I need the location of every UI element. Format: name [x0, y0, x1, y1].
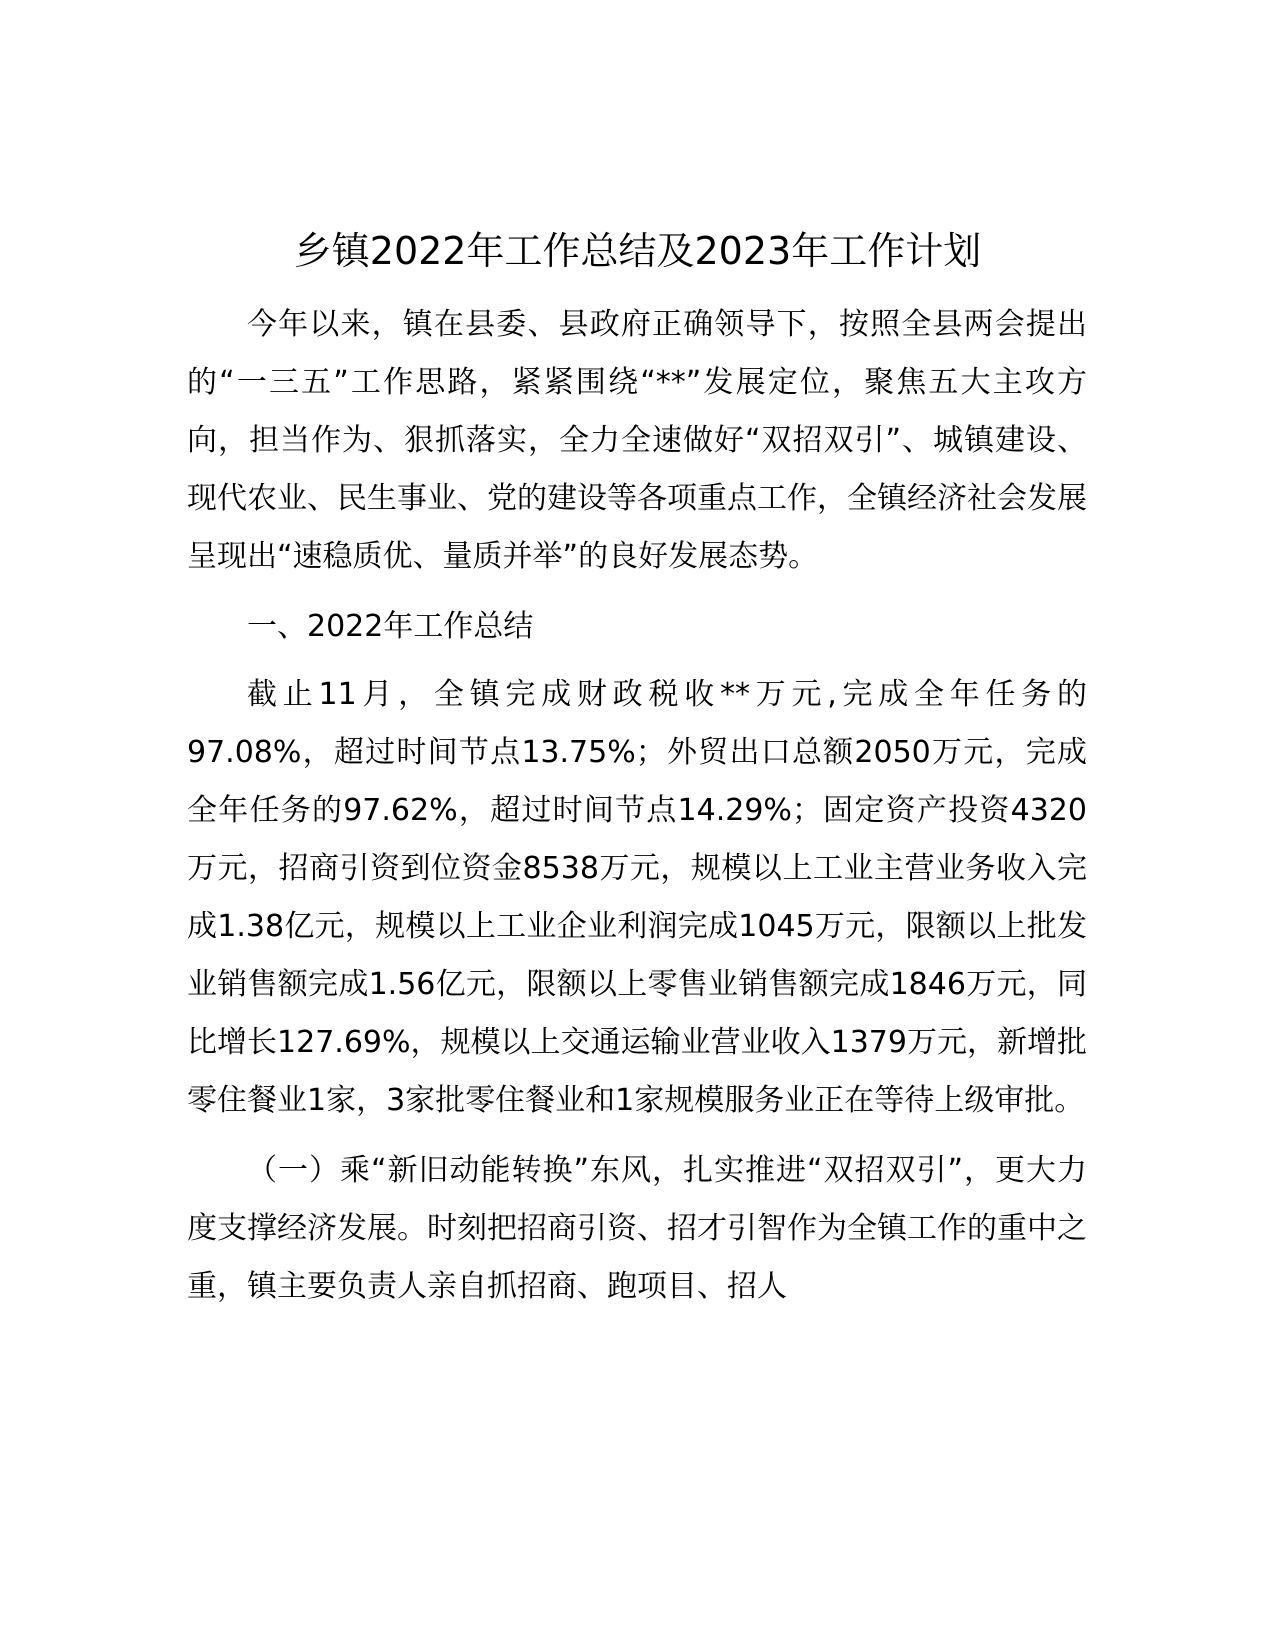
document-title: 乡镇2022年工作总结及2023年工作计划: [293, 229, 982, 273]
subsection-paragraph-1: （一）乘“新旧动能转换”东风，扎实推进“双招双引”，更大力度支撑经济发展。时刻把招商引资、招才引智作为全镇工作的重中之重，镇主要负责人亲自抓招商、跑项目、招人: [187, 1153, 1087, 1304]
document-body: [187, 296, 1087, 1328]
intro-paragraph: 今年以来，镇在县委、县政府正确领导下，按照全县两会提出的“一三五”工作思路，紧紧围绕“**”发展定位，聚焦五大主攻方向，担当作为、狠抓落实，全力全速做好“双招双引”、城镇建设、现代农业、民生事业、党的建设等各项重点工作，全镇经济社会发展呈现出“速稳质优、量质并举”的良好发展态势。: [187, 307, 1087, 574]
statistics-paragraph: 截止11月，全镇完成财政税收**万元,完成全年任务的97.08%，超过时间节点13.75%；外贸出口总额2050万元，完成全年任务的97.62%，超过时间节点14.29%；固定资产投资4320万元，招商引资到位资金8538万元，规模以上工业主营业务收入完成1.38亿元，规模以上工业企业利润完成1045万元，限额以上批发业销售额完成1.56亿元，限额以上零售业销售额完成1846万元，同比增长127.69%，规模以上交通运输业营业收入1379万元，新增批零住餐业1家，3家批零住餐业和1家规模服务业正在等待上级审批。: [187, 677, 1087, 1118]
section-heading-2022-summary: 一、2022年工作总结: [247, 609, 534, 644]
